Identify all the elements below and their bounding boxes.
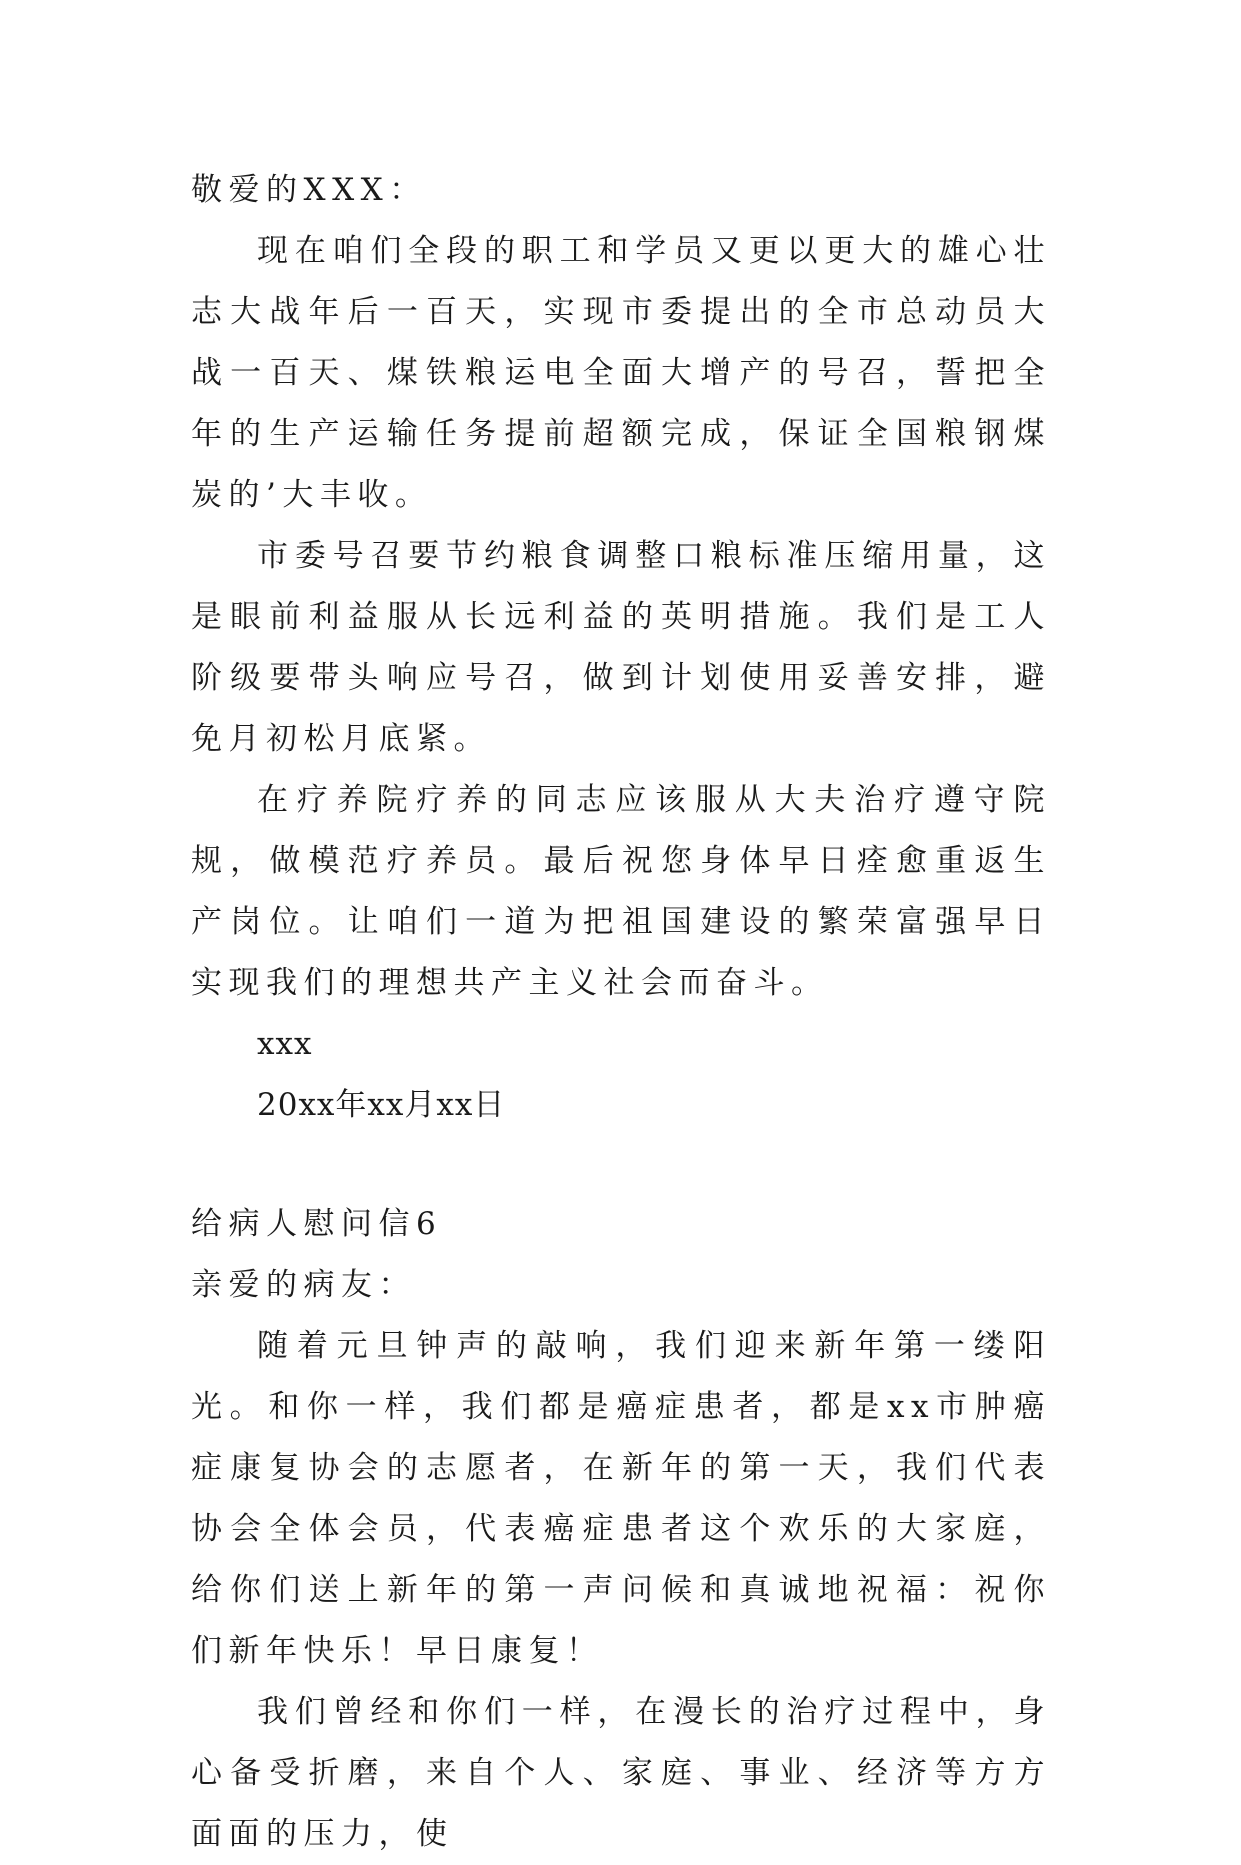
letter1-paragraph-2: 市委号召要节约粮食调整口粮标准压缩用量，这是眼前利益服从长远利益的英明措施。我们是工人阶级要带头响应号召，做到计划使用妥善安排，避免月初松月底紧。 [191,538,1051,757]
letter1-date: 20xx年xx月xx日 [257,1087,506,1123]
letter1-paragraph-3: 在疗养院疗养的同志应该服从大夫治疗遵守院规，做模范疗养员。最后祝您身体早日痊愈重返生产岗位。让咱们一道为把祖国建设的繁荣富强早日实现我们的理想共产主义社会而奋斗。 [191,782,1051,1001]
letter1-salutation: 敬爱的XXX： [191,172,427,208]
document-page [191,160,1051,1865]
letter1-signature: xxx [257,1026,313,1062]
section-gap [191,1136,1051,1194]
letter2-paragraph-2: 我们曾经和你们一样，在漫长的治疗过程中，身心备受折磨，来自个人、家庭、事业、经济等方方面面的压力，使 [191,1694,1051,1852]
letter2-title: 给病人慰问信6 [191,1206,443,1242]
letter1-paragraph-1: 现在咱们全段的职工和学员又更以更大的雄心壮志大战年后一百天，实现市委提出的全市总动员大战一百天、煤铁粮运电全面大增产的号召，誓把全年的生产运输任务提前超额完成，保证全国粮钢煤炭的’大丰收。 [191,233,1051,513]
letter2-paragraph-1: 随着元旦钟声的敲响，我们迎来新年第一缕阳光。和你一样，我们都是癌症患者，都是xx市肿癌症康复协会的志愿者，在新年的第一天，我们代表协会全体会员，代表癌症患者这个欢乐的大家庭，给你们送上新年的第一声问候和真诚地祝福：祝你们新年快乐！早日康复！ [191,1328,1051,1669]
letter2-salutation: 亲爱的病友： [191,1267,416,1303]
